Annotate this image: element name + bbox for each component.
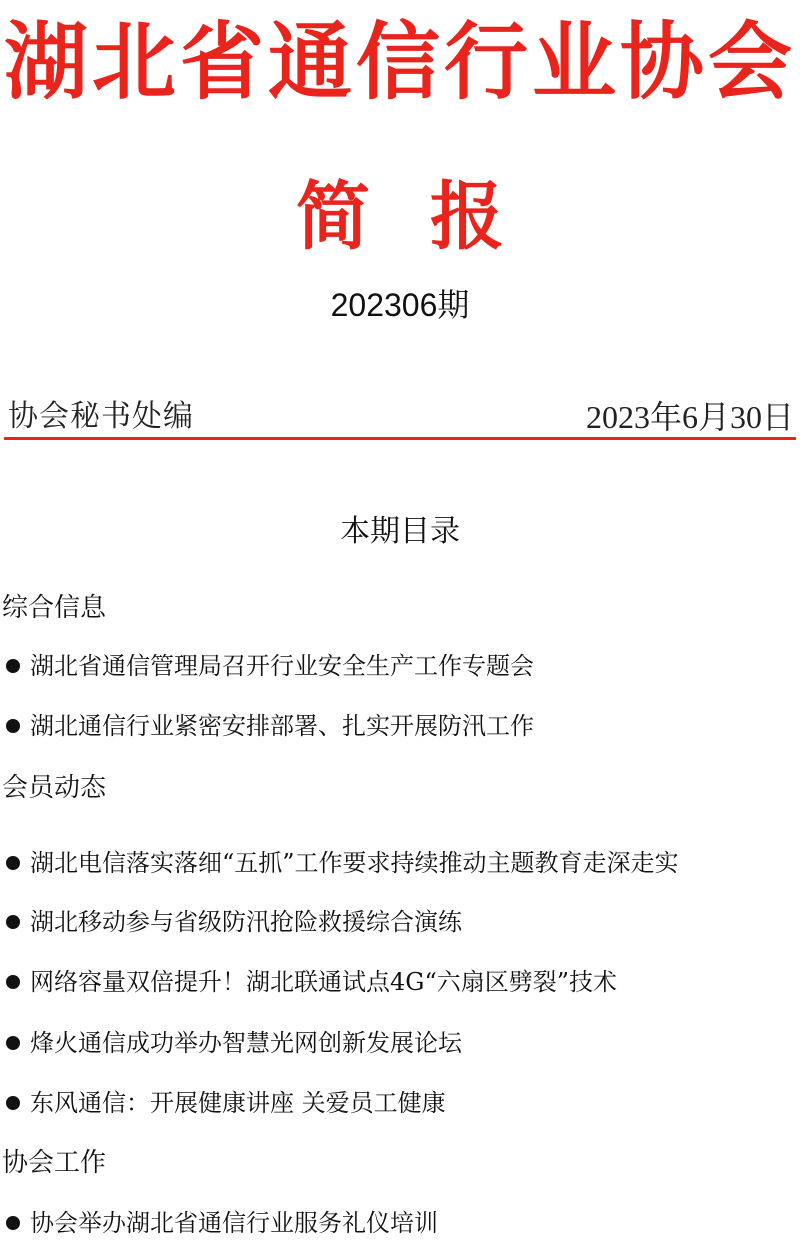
section-heading: 会员动态 [2,773,107,803]
organization-title: 湖北省通信行业协会 [3,13,796,111]
publication-date: 2023年6月30日 [585,399,794,435]
toc-item[interactable] [4,708,796,744]
toc-item[interactable] [4,1085,796,1121]
bullet-icon [6,1096,20,1110]
bullet-icon [6,1216,20,1230]
toc-item-label: 湖北移动参与省级防汛抢险救援综合演练 [30,908,462,936]
toc-item[interactable] [4,964,796,1000]
toc-item[interactable] [4,648,796,684]
toc-item-label: 烽火通信成功举办智慧光网创新发展论坛 [30,1029,462,1057]
toc-item-label: 网络容量双倍提升！湖北联通试点4G“六扇区劈裂”技术 [30,968,617,996]
toc-item[interactable] [4,904,796,940]
bulletin-title: 简报 [296,174,564,260]
toc-item[interactable] [4,1025,796,1061]
toc-item-label: 湖北电信落实落细“五抓”工作要求持续推动主题教育走深走实 [30,849,679,877]
toc-item-label: 湖北省通信管理局召开行业安全生产工作专题会 [30,652,534,680]
toc-item-label: 东风通信：开展健康讲座 关爱员工健康 [30,1089,446,1117]
toc-item-label: 湖北通信行业紧密安排部署、扎实开展防汛工作 [30,712,534,740]
editor-line: 协会秘书处编 [8,399,194,434]
toc-item-label: 协会举办湖北省通信行业服务礼仪培训 [30,1209,438,1237]
issue-number: 202306期 [330,287,470,323]
section-heading: 综合信息 [2,593,107,623]
section-heading: 协会工作 [2,1148,107,1178]
bullet-icon [6,719,20,733]
toc-item[interactable] [4,845,796,881]
header-divider [4,437,796,440]
bullet-icon [6,659,20,673]
bullet-icon [6,1036,20,1050]
bullet-icon [6,856,20,870]
toc-title: 本期目录 [340,514,460,549]
bullet-icon [6,975,20,989]
bullet-icon [6,915,20,929]
